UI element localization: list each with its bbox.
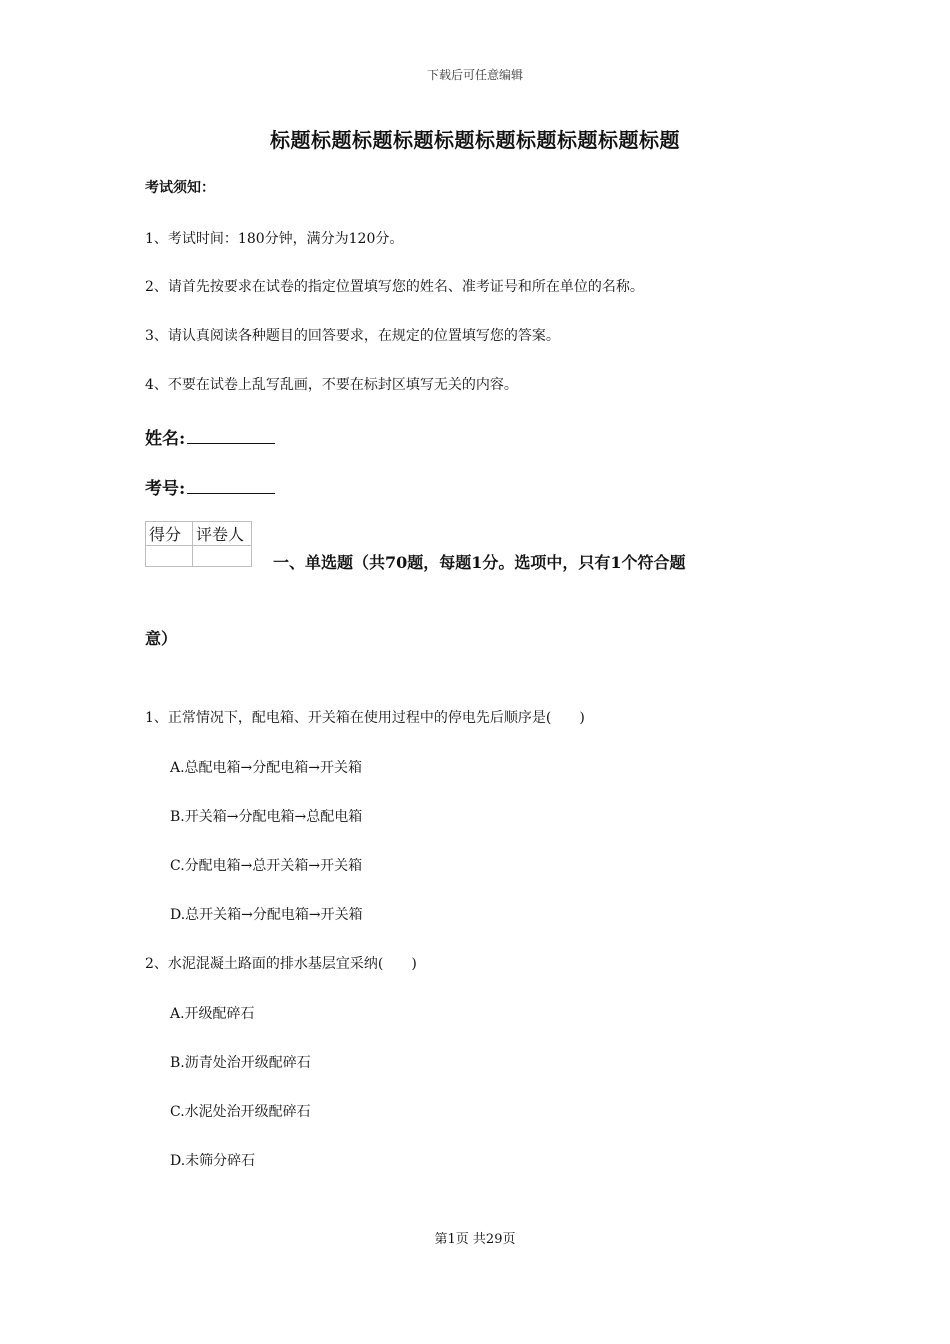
score-header: 得分 bbox=[146, 522, 193, 546]
notice-heading: 考试须知： bbox=[145, 180, 215, 196]
header-note: 下载后可任意编辑 bbox=[426, 68, 523, 82]
score-table bbox=[145, 521, 252, 567]
question-option: D.总开关箱→分配电箱→开关箱 bbox=[170, 907, 363, 923]
question-stem: 2、水泥混凝土路面的排水基层宜采纳( ) bbox=[145, 956, 417, 972]
document-title: 标题标题标题标题标题标题标题标题标题标题 bbox=[270, 128, 680, 152]
name-label: 姓名: bbox=[145, 429, 186, 449]
question-option: C.水泥处治开级配碎石 bbox=[170, 1104, 311, 1120]
question-option: A.总配电箱→分配电箱→开关箱 bbox=[170, 760, 363, 776]
question-option: C.分配电箱→总开关箱→开关箱 bbox=[170, 858, 363, 874]
section-title: 一、单选题（共70题，每题1分。选项中，只有1个符合题 bbox=[273, 553, 686, 572]
score-cell[interactable] bbox=[146, 546, 193, 567]
question-stem: 1、正常情况下，配电箱、开关箱在使用过程中的停电先后顺序是( ) bbox=[145, 710, 585, 726]
page-footer: 第1页 共29页 bbox=[434, 1232, 516, 1247]
notice-rule: 2、请首先按要求在试卷的指定位置填写您的姓名、准考证号和所在单位的名称。 bbox=[145, 279, 644, 295]
question-option: B.沥青处治开级配碎石 bbox=[170, 1055, 311, 1071]
notice-rule: 3、请认真阅读各种题目的回答要求，在规定的位置填写您的答案。 bbox=[145, 328, 560, 344]
grader-cell[interactable] bbox=[193, 546, 252, 567]
name-field bbox=[145, 424, 275, 449]
notice-rule: 1、考试时间：180分钟，满分为120分。 bbox=[145, 231, 404, 247]
question-option: B.开关箱→分配电箱→总配电箱 bbox=[170, 809, 363, 825]
question-option: A.开级配碎石 bbox=[170, 1006, 255, 1022]
name-blank[interactable] bbox=[187, 427, 275, 444]
notice-rule: 4、不要在试卷上乱写乱画，不要在标封区填写无关的内容。 bbox=[145, 377, 518, 393]
exam-id-field bbox=[145, 474, 275, 499]
grader-header: 评卷人 bbox=[193, 522, 252, 546]
question-option: D.未筛分碎石 bbox=[170, 1153, 256, 1169]
exam-id-blank[interactable] bbox=[187, 477, 275, 494]
section-title-continued: 意） bbox=[145, 629, 178, 648]
exam-id-label: 考号: bbox=[145, 479, 186, 499]
